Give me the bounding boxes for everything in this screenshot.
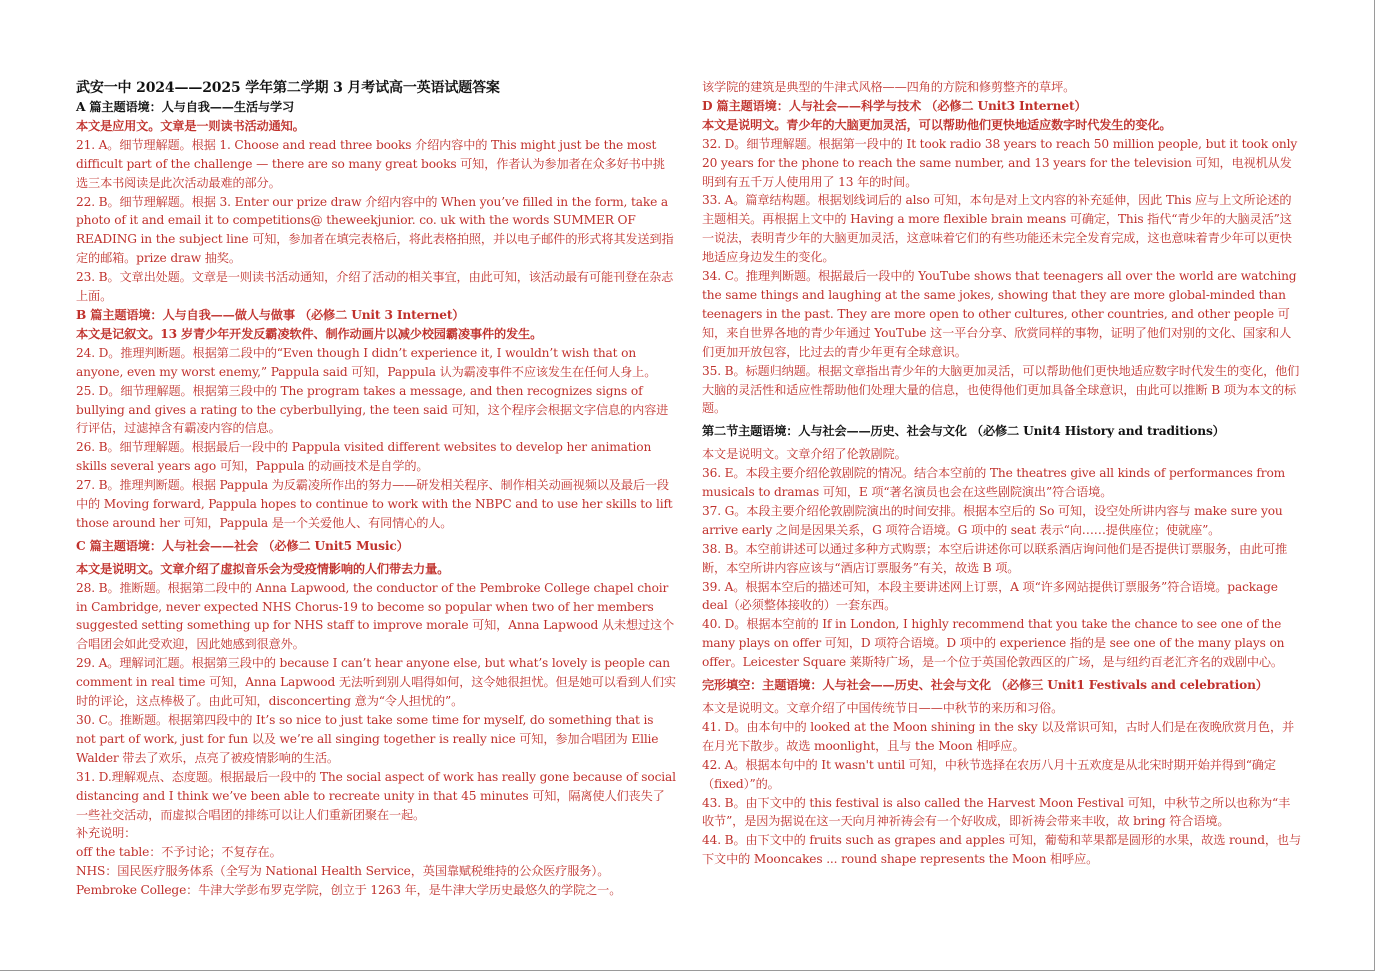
left-section-heading: A 篇主题语境：人与自我——生活与学习 <box>76 100 295 114</box>
left-answer-paragraph: 29. A。理解词汇题。根据第三段中的 because I can’t hear anyone else, but what’s lovely is people can comment in real time 可知，Anna Lapwood 无法听到别人唱得如何，这令她很担忧。但是她可以看到人们实时的评论，这点棒极了。由此可知，disconcerting 意为“令人担忧的”。 <box>76 656 676 709</box>
right-paragraph: 本文是说明文。文章介绍了中国传统节日——中秋节的来历和习俗。 <box>702 701 1064 715</box>
left-section-heading: C 篇主题语境：人与社会——社会 （必修二 Unit5 Music） <box>76 538 409 553</box>
right-paragraph: 本文是说明文。文章介绍了伦敦剧院。 <box>702 447 907 462</box>
left-paragraph: Pembroke College：牛津大学彭布罗克学院，创立于 1263 年，是牛津大学历史最悠久的学院之一。 <box>76 883 622 898</box>
left-paragraph: NHS：国民医疗服务体系（全写为 National Health Service，英国靠赋税维持的公众医疗服务）。 <box>76 864 610 879</box>
right-section-heading: 第二节主题语境：人与社会——历史、社会与文化 （必修二 Unit4 History and traditions） <box>702 424 1225 439</box>
right-section-heading: D 篇主题语境：人与社会——科学与技术 （必修二 Unit3 Internet） <box>702 98 1087 113</box>
left-section-heading: 本文是记叙文。13 岁青少年开发反霸凌软件、制作动画片以减少校园霸凌事件的发生。 <box>76 326 543 341</box>
left-answer-paragraph: 21. A。细节理解题。根据 1. Choose and read three books 介绍内容中的 This might just be the most difficult part of the challenge — there are so many great books 可知，作者认为参加者在众多好书中挑选三本书阅读是此次活动最难的部分。 <box>76 137 665 190</box>
right-answer-paragraph: 34. C。推理判断题。根据最后一段中的 YouTube shows that teenagers all over the world are watching the same things and laughing at the same jokes, showing that they are more global-minded than teenagers in the past. They are more open to other cultures, other countries, and other people 可知，来自世界各地的青少年通过 YouTube 这一平台分享、欣赏同样的事物，证明了他们对别的文化、国家和人们更加开放包容，比过去的青少年更有全球意识。 <box>702 269 1297 359</box>
right-answer-paragraph: 33. A。篇章结构题。根据划线词后的 also 可知，本句是对上文内容的补充延伸，因此 This 应与上文所论述的主题相关。再根据上文中的 Having a more flexible brain means 可确定，This 指代“青少年的大脑灵活”这一说法，表明青少年的大脑更加灵活，这意味着它们的有些功能还未完全发育完成，这也意味着青少年可以更快地适应身边发生的变化。 <box>702 193 1292 265</box>
left-answer-paragraph: 27. B。推理判断题。根据 Pappula 为反霸凌所作出的努力——研发相关程序、制作相关动画视频以及最后一段中的 Moving forward, Pappula hopes to continue to work with the NBPC and to use her skills to lift those around her 可知，Pappula 是一个关爱他人、有同情心的人。 <box>76 478 673 530</box>
left-answer-paragraph: 22. B。细节理解题。根据 3. Enter our prize draw 介绍内容中的 When you’ve filled in the form, take a photo of it and email it to competitions@ theweekjunior. co. uk with the words SUMMER OF READING in the subject line 可知，参加者在填完表格后，将此表格拍照，并以电子邮件的形式将其发送到指定的邮箱。prize draw 抽奖。 <box>76 194 674 266</box>
left-section-heading: 本文是应用文。文章是一则读书活动通知。 <box>76 118 305 133</box>
left-answer-paragraph: 30. C。推断题。根据第四段中的 It’s so nice to just take some time for myself, do something that is not part of work, just for fun 以及 we’re all singing together is really nice 可知，参加合唱团为 Ellie Walder 带去了欢乐，点亮了被疫情影响的生活。 <box>76 713 659 765</box>
right-column-body <box>702 78 1302 869</box>
right-answer-paragraph: 35. B。标题归纳题。根据文章指出青少年的大脑更加灵活，可以帮助他们更快地适应数字时代发生的变化，他们大脑的灵活性和适应性帮助他们处理大量的信息，也使得他们更加具备全球意识，由此可以推断 B 项为本文的标题。 <box>702 363 1300 416</box>
left-answer-paragraph: 24. D。推理判断题。根据第二段中的“Even though I didn’t experience it, I wouldn’t wish that on anyone, even my worst enemy,” Pappula said 可知，Pappula 认为霸凌事件不应该发生在任何人身上。 <box>76 345 657 379</box>
right-answer-paragraph: 39. A。根据本空后的描述可知，本段主要讲述网上订票，A 项“许多网站提供订票服务”符合语境。package deal（必须整体接收的）一套东西。 <box>702 579 1278 613</box>
left-section-heading: 本文是说明文。文章介绍了虚拟音乐会为受疫情影响的人们带去力量。 <box>76 561 450 576</box>
right-answer-paragraph: 36. E。本段主要介绍伦敦剧院的情况。结合本空前的 The theatres give all kinds of performances from musicals to dramas 可知，E 项“著名演员也会在这些剧院演出”符合语境。 <box>702 466 1286 500</box>
right-answer-paragraph: 37. G。本段主要介绍伦敦剧院演出的时间安排。根据本空后的 So 可知，设空处所讲内容与 make sure you arrive early 之间是因果关系，G 项符合语境。G 项中的 seat 表示“向……提供座位；使就座”。 <box>702 503 1283 537</box>
right-section-heading: 完形填空：主题语境：人与社会——历史、社会与文化 （必修三 Unit1 Festivals and celebration） <box>702 678 1268 693</box>
right-answer-paragraph: 38. B。本空前讲述可以通过多种方式购票；本空后讲述你可以联系酒店询问他们是否提供订票服务，由此可推断，本空所讲内容应该与“酒店订票服务”有关，故选 B 项。 <box>702 541 1288 575</box>
right-answer-paragraph: 43. B。由下文中的 this festival is also called the Harvest Moon Festival 可知，中秋节之所以也称为“丰收节”，是因为据说在这一天向月神祈祷会有一个好收成，即祈祷会带来丰收，故 bring 符合语境。 <box>702 795 1291 829</box>
left-answer-paragraph: 23. B。文章出处题。文章是一则读书活动通知，介绍了活动的相关事宜，由此可知，该活动最有可能刊登在杂志上面。 <box>76 270 674 304</box>
left-paragraph: off the table：不予讨论；不复存在。 <box>76 845 282 860</box>
right-column <box>702 78 1302 869</box>
right-answer-paragraph: 42. A。根据本句中的 It wasn't until 可知，中秋节选择在农历八月十五欢度是从北宋时期开始并得到“确定（fixed）”的。 <box>702 757 1276 791</box>
left-answer-paragraph: 28. B。推断题。根据第二段中的 Anna Lapwood, the conductor of the Pembroke College chapel choir in Cambridge, never expected NHS Chorus-19 to become so popular when two of her members suggested setting something up for NHS staff to improve morale 可知，Anna Lapwood 从未想过这个合唱团会如此受欢迎，因此她感到很意外。 <box>76 580 675 652</box>
left-answer-paragraph: 26. B。细节理解题。根据最后一段中的 Pappula visited different websites to develop her animation skills several years ago 可知，Pappula 的动画技术是自学的。 <box>76 440 652 474</box>
left-section-heading: B 篇主题语境：人与自我——做人与做事 （必修二 Unit 3 Internet） <box>76 307 465 322</box>
right-section-heading: 本文是说明文。青少年的大脑更加灵活，可以帮助他们更快地适应数字时代发生的变化。 <box>702 117 1172 132</box>
right-paragraph: 该学院的建筑是典型的牛津式风格——四角的方院和修剪整齐的草坪。 <box>702 80 1076 94</box>
right-answer-paragraph: 40. D。根据本空前的 If in London, I highly recommend that you take the chance to see one of the many plays on offer 可知，D 项符合语境。D 项中的 experience 指的是 see one of the many plays on offer。Leicester Square 莱斯特广场，是一个位于英国伦敦西区的广场，是与纽约百老汇齐名的戏剧中心。 <box>702 617 1285 670</box>
right-answer-paragraph: 32. D。细节理解题。根据第一段中的 It took radio 38 years to reach 50 million people, but it took only 20 years for the phone to reach the same number, and 13 years for the television 可知，电视机从发明到有五千万人使用用了 13 年的时间。 <box>702 136 1298 189</box>
left-column-body <box>76 98 676 900</box>
left-paragraph: 补充说明： <box>76 826 137 841</box>
right-answer-paragraph: 41. D。由本句中的 looked at the Moon shining in the sky 以及常识可知，古时人们是在夜晚欣赏月色，并在月光下散步。故选 moonlight，且与 the Moon 相呼应。 <box>702 719 1295 753</box>
left-answer-paragraph: 25. D。细节理解题。根据第三段中的 The program takes a message, and then recognizes signs of bullying and gives a rating to the cyberbullying, the teen said 可知，这个程序会根据文字信息的内容进行评估，过滤掉含有霸凌内容的信息。 <box>76 383 669 436</box>
right-answer-paragraph: 44. B。由下文中的 fruits such as grapes and apples 可知，葡萄和苹果都是圆形的水果，故选 round，也与下文中的 Mooncakes ... round shape represents the Moon 相呼应。 <box>702 833 1301 867</box>
left-answer-paragraph: 31. D.理解观点、态度题。根据最后一段中的 The social aspect of work has really gone because of social distancing and I think we’ve been able to recreate unity in that 45 minutes 可知，隔离使人们丧失了一些社交活动，而虚拟合唱团的排练可以让人们重新团聚在一起。 <box>76 769 676 822</box>
page-title: 武安一中 2024——2025 学年第二学期 3 月考试高一英语试题答案 <box>76 80 500 96</box>
left-column <box>76 78 676 900</box>
